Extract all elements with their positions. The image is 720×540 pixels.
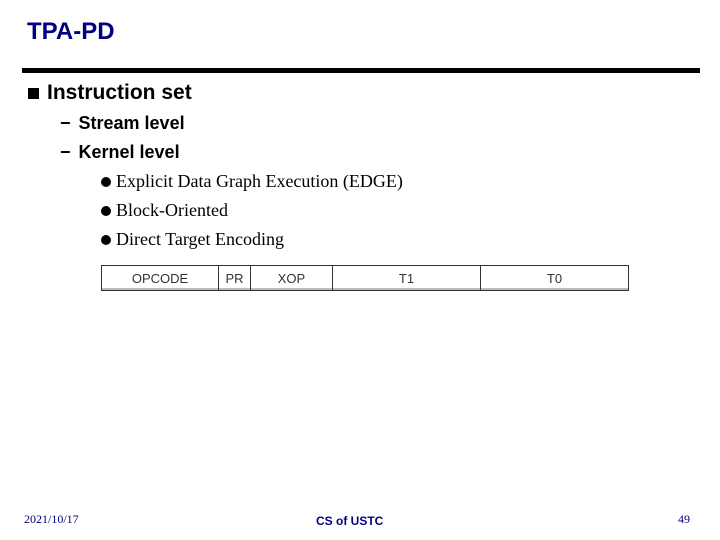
dot-bullet-icon [101, 177, 111, 187]
square-bullet-icon [28, 88, 39, 99]
page-number: 49 [678, 512, 690, 526]
subbullet-kernel-level [60, 142, 180, 163]
dot-bullet-icon [101, 206, 111, 216]
subbullet-text: Kernel level [78, 142, 180, 162]
field-t1: T1 [333, 266, 481, 290]
bullet-instruction-set [28, 81, 192, 105]
item-direct-target-encoding [101, 229, 284, 250]
item-text: Direct Target Encoding [116, 229, 285, 249]
dot-bullet-icon [101, 235, 111, 245]
title-divider [22, 68, 700, 73]
field-pr: PR [219, 266, 251, 290]
footer-label: CS of USTC [316, 514, 384, 528]
field-t0: T0 [546, 270, 563, 286]
item-block-oriented [101, 200, 228, 221]
item-text: Block-Oriented [116, 200, 228, 220]
footer-date: 2021/10/17 [24, 512, 79, 526]
subbullet-text: Stream level [78, 113, 185, 133]
item-edge [101, 171, 403, 192]
field-xop: XOP [251, 266, 333, 290]
item-text: Explicit Data Graph Execution (EDGE) [116, 171, 403, 191]
dash-bullet-icon: − [60, 142, 71, 162]
field-opcode: OPCODE [102, 266, 219, 290]
slide-title: TPA-PD [27, 18, 115, 45]
subbullet-stream-level [60, 113, 185, 134]
dash-bullet-icon: − [60, 113, 71, 133]
bullet-text: Instruction set [47, 81, 192, 104]
instruction-format-diagram [101, 265, 629, 291]
